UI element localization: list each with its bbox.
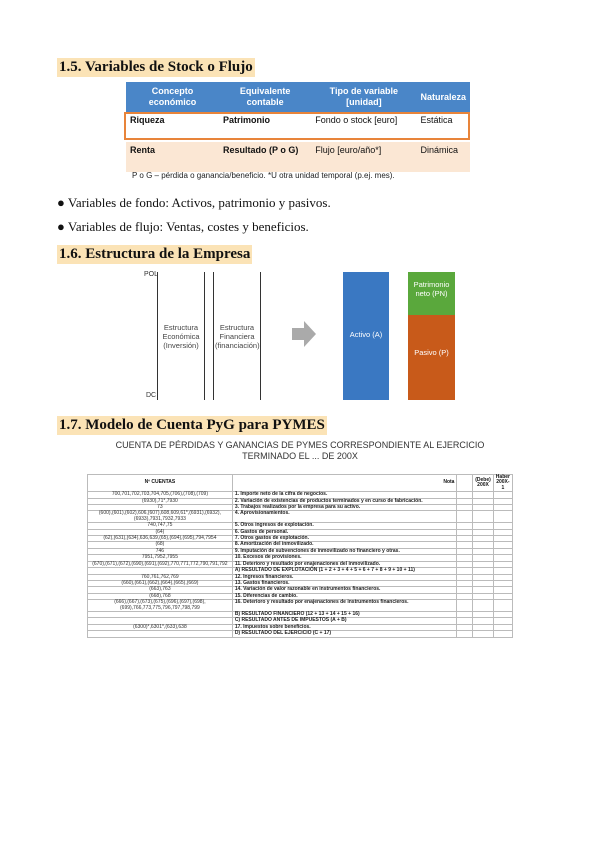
cuentas-cell: 740,747,75 [88, 523, 233, 529]
cuentas-cell: (666),(667),(673),(675),(696),(697),(698),(699),766,773,775,796,797,798,799 [88, 600, 233, 612]
cuentas-cell: (6930),71*,7930 [88, 498, 233, 504]
th-spacer [457, 475, 473, 492]
th-haber: Haber 200X-1 [493, 475, 512, 492]
th-nota: Nota [232, 475, 457, 492]
cuentas-cell: (670),(671),(672),(690),(691),(692),770,771,772,790,791,792 [88, 561, 233, 567]
table-row [88, 631, 513, 637]
cuentas-cell: 746 [88, 548, 233, 554]
pn-label: Patrimonio neto (PN) [413, 280, 450, 298]
cuentas-cell: 760,761,762,769 [88, 574, 233, 580]
cuentas-cell: (62),(631),(634),636,639,(65),(694),(695),794,7954 [88, 536, 233, 542]
cuentas-cell: (660),(661),(662),(664),(665),(669) [88, 580, 233, 586]
label-estructura-financiera: Estructura Financiera (financiación) [215, 323, 260, 350]
table-note: P o G – pérdida o ganancia/beneficio. *U otra unidad temporal (p.ej. mes). [132, 171, 395, 180]
value-cell [493, 600, 512, 612]
concept-cell: D) RESULTADO DEL EJERCICIO (C + 17) [232, 631, 457, 637]
cuentas-cell: 700,701,702,703,704,705,(706),(708),(709) [88, 492, 233, 498]
value-cell [473, 631, 494, 637]
pyg-title: CUENTA DE PÉRDIDAS Y GANANCIAS DE PYMES CORRESPONDIENTE AL EJERCICIO TERMINADO EL ... DE 200X [115, 440, 485, 461]
bullet-fondo: ● Variables de fondo: Activos, patrimonio y pasivos. [57, 195, 331, 210]
pasivo-label: Pasivo (P) [414, 348, 449, 357]
concept-cell: 13. Gastos financieros. [232, 580, 457, 586]
concept-cell: 14. Variación de valor razonable en instrumentos financieros. [232, 587, 457, 593]
arrow-right-icon [292, 321, 316, 347]
pasivo-box [408, 315, 455, 400]
section-title-estructura: 1.6. Estructura de la Empresa [59, 246, 251, 262]
cell: Patrimonio [219, 112, 311, 142]
table-row [88, 511, 513, 523]
cell: Resultado (P o G) [219, 142, 311, 172]
concept-cell: 5. Otros ingresos de explotación. [232, 523, 457, 529]
highlight-frame [124, 112, 470, 140]
cuentas-cell: 73 [88, 505, 233, 511]
patrimonio-neto-box [408, 272, 455, 315]
axis-bottom-label: DC [146, 392, 157, 399]
concept-cell: 2. Variación de existencias de productos terminados y en curso de fabricación. [232, 498, 457, 504]
value-cell [473, 600, 494, 612]
cuentas-cell: (600),(601),(602),606,(607),608,609,61*,(6931),(6932),(6933),7931,7932,7933 [88, 511, 233, 523]
th-equivalente: Equivalente contable [219, 82, 311, 112]
concept-cell: 8. Amortización del inmovilizado. [232, 542, 457, 548]
label-estructura-economica: Estructura Económica (Inversión) [162, 323, 200, 350]
cuentas-cell: 7951,7952,7955 [88, 555, 233, 561]
cuentas-cell: (68) [88, 542, 233, 548]
bullet-flujo: ● Variables de flujo: Ventas, costes y beneficios. [57, 219, 309, 234]
activo-box [343, 272, 389, 400]
value-cell [457, 511, 473, 523]
section-title-pyg: 1.7. Modelo de Cuenta PyG para PYMES [59, 417, 325, 433]
value-cell [473, 511, 494, 523]
concept-cell: 3. Trabajos realizados por la empresa para su activo. [232, 505, 457, 511]
cell: Riqueza [126, 112, 219, 142]
th-naturaleza: Naturaleza [416, 82, 470, 112]
concept-cell: A) RESULTADO DE EXPLOTACIÓN (1 + 2 + 3 + 4 + 5 + 6 + 7 + 8 + 9 + 10 + 11) [232, 568, 457, 574]
axis-top-label: POL [144, 271, 159, 278]
th-tipo: Tipo de variable [unidad] [311, 82, 416, 112]
concept-cell: 11. Deterioro y resultado por enajenaciones del inmovilizado. [232, 561, 457, 567]
value-cell [457, 600, 473, 612]
cuentas-cell: (6300)*,6301*,(633),638 [88, 624, 233, 630]
concept-cell: B) RESULTADO FINANCIERO (12 + 13 + 14 + 15 + 16) [232, 611, 457, 617]
th-concepto: Concepto económico [126, 82, 219, 112]
concept-cell: 17. Impuestos sobre beneficios. [232, 624, 457, 630]
activo-label: Activo (A) [349, 330, 383, 339]
pyg-table [87, 474, 513, 638]
concept-cell: 9. Imputación de subvenciones de inmovilizado no financiero y otras. [232, 548, 457, 554]
concept-cell: 16. Deterioro y resultado por enajenaciones de instrumentos financieros. [232, 600, 457, 612]
concept-cell: 10. Excesos de provisiones. [232, 555, 457, 561]
section-title-stock-flujo: 1.5. Variables de Stock o Flujo [59, 59, 253, 75]
cell: Fondo o stock [euro] [311, 112, 416, 142]
th-debe: (Debe) 200X [473, 475, 494, 492]
cell: Estática [416, 112, 470, 142]
value-cell [457, 631, 473, 637]
concept-cell: C) RESULTADO ANTES DE IMPUESTOS (A + B) [232, 618, 457, 624]
concept-cell: 6. Gastos de personal. [232, 529, 457, 535]
concept-cell: 15. Diferencias de cambio. [232, 593, 457, 599]
concept-cell: 1. Importe neto de la cifra de negocios. [232, 492, 457, 498]
cell: Dinámica [416, 142, 470, 172]
concept-cell: 4. Aprovisionamientos. [232, 511, 457, 523]
concept-cell: 7. Otros gastos de explotación. [232, 536, 457, 542]
cuentas-cell: (64) [88, 529, 233, 535]
value-cell [493, 511, 512, 523]
cell: Flujo [euro/año*] [311, 142, 416, 172]
cuentas-cell [88, 631, 233, 637]
table-row [88, 600, 513, 612]
cuentas-cell: (668),768 [88, 593, 233, 599]
concept-cell: 12. Ingresos financieros. [232, 574, 457, 580]
cuentas-cell: (663),763 [88, 587, 233, 593]
cell: Renta [126, 142, 219, 172]
th-cuentas: Nº CUENTAS [88, 475, 233, 492]
value-cell [493, 631, 512, 637]
